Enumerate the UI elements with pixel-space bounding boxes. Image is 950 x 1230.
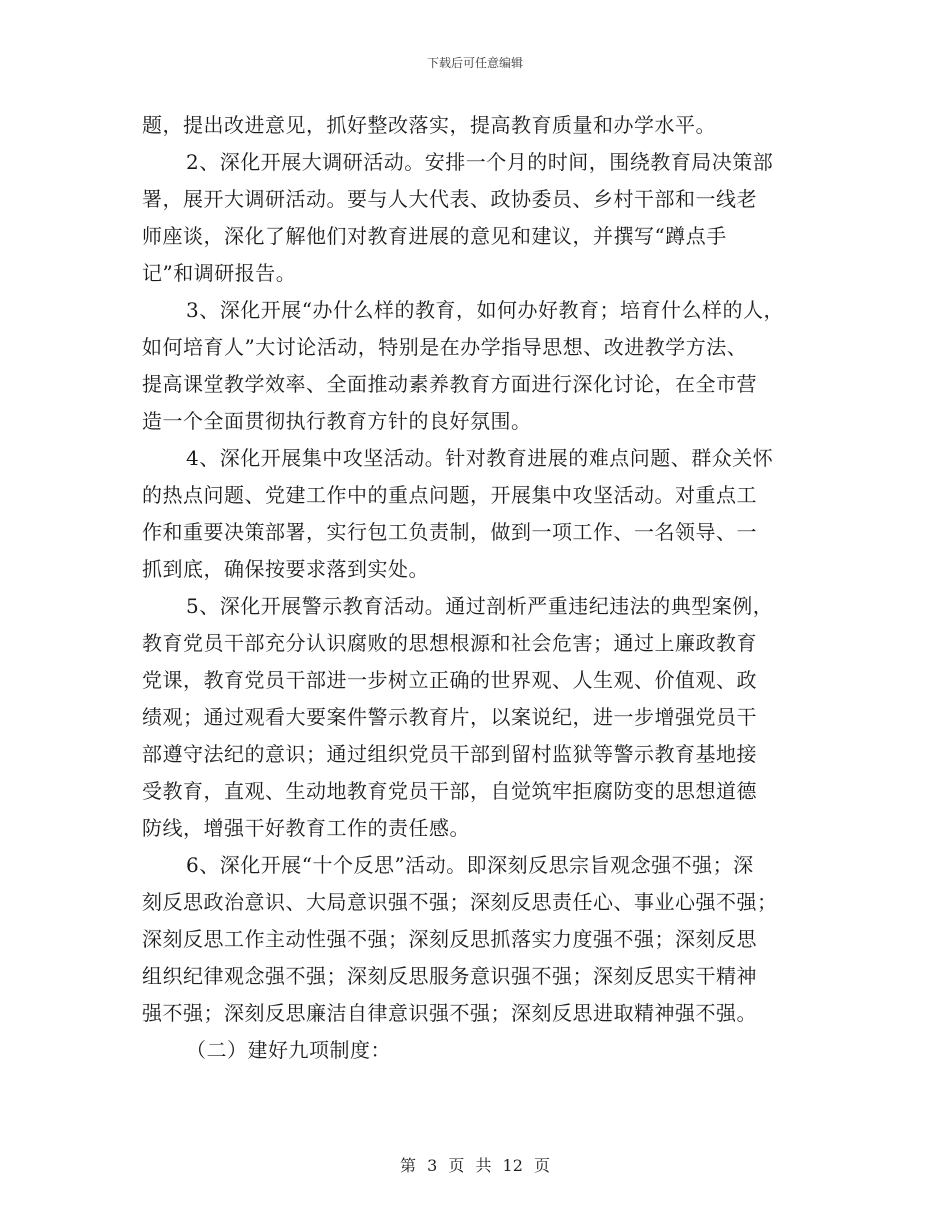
paragraph-line: 深刻反思工作主动性强不强；深刻反思抓落实力度强不强；深刻反思 — [142, 927, 757, 951]
paragraph-line: 5、深化开展警示教育活动。通过剖析严重违纪违法的典型案例， — [186, 594, 774, 618]
paragraph-line: 记”和调研报告。 — [142, 261, 297, 285]
paragraph-line: 抓到底，确保按要求落到实处。 — [142, 557, 429, 581]
paragraph-line: 提高课堂教学效率、全面推动素养教育方面进行深化讨论，在全市营 — [142, 372, 757, 396]
paragraph-line: 3、深化开展“办什么样的教育，如何办好教育；培育什么样的人， — [186, 298, 784, 322]
paragraph-line: 师座谈，深化了解他们对教育进展的意见和建议，并撰写“蹲点手 — [142, 224, 727, 248]
paragraph-line: 绩观；通过观看大要案件警示教育片，以案说纪，进一步增强党员干 — [142, 705, 757, 729]
paragraph-line: 4、深化开展集中攻坚活动。针对教育进展的难点问题、群众关怀 — [186, 446, 774, 470]
page-number: 第 3 页 共 12 页 — [400, 1156, 550, 1175]
paragraph-line: 刻反思政治意识、大局意识强不强；深刻反思责任心、事业心强不强； — [142, 890, 778, 914]
paragraph-line: 的热点问题、党建工作中的重点问题，开展集中攻坚活动。对重点工 — [142, 483, 757, 507]
paragraph-line: 如何培育人”大讨论活动，特别是在办学指导思想、改进教学方法、 — [142, 335, 748, 359]
paragraph-line: 署，展开大调研活动。要与人大代表、政协委员、乡村干部和一线老 — [142, 187, 757, 211]
page-header-note: 下载后可任意编辑 — [426, 56, 523, 70]
paragraph-line: 组织纪律观念强不强；深刻反思服务意识强不强；深刻反思实干精神 — [142, 964, 757, 988]
paragraph-line: 强不强；深刻反思廉洁自律意识强不强；深刻反思进取精神强不强。 — [142, 1001, 757, 1025]
paragraph-line: 6、深化开展“十个反思”活动。即深刻反思宗旨观念强不强；深 — [186, 853, 754, 877]
section-heading: （二）建好九项制度： — [186, 1038, 391, 1062]
paragraph-line: 造一个全面贯彻执行教育方针的良好氛围。 — [142, 409, 532, 433]
paragraph-line: 教育党员干部充分认识腐败的思想根源和社会危害；通过上廉政教育 — [142, 631, 757, 655]
paragraph-line: 2、深化开展大调研活动。安排一个月的时间，围绕教育局决策部 — [186, 150, 774, 174]
paragraph-line: 防线，增强干好教育工作的责任感。 — [142, 816, 470, 840]
paragraph-line: 作和重要决策部署，实行包工负责制，做到一项工作、一名领导、一 — [142, 520, 757, 544]
document-body — [142, 107, 822, 1069]
paragraph-line: 党课，教育党员干部进一步树立正确的世界观、人生观、价值观、政 — [142, 668, 757, 692]
paragraph-line: 受教育，直观、生动地教育党员干部，自觉筑牢拒腐防变的思想道德 — [142, 779, 757, 803]
paragraph-line: 部遵守法纪的意识；通过组织党员干部到留村监狱等警示教育基地接 — [142, 742, 757, 766]
paragraph-line: 题，提出改进意见，抓好整改落实，提高教育质量和办学水平。 — [142, 113, 716, 137]
